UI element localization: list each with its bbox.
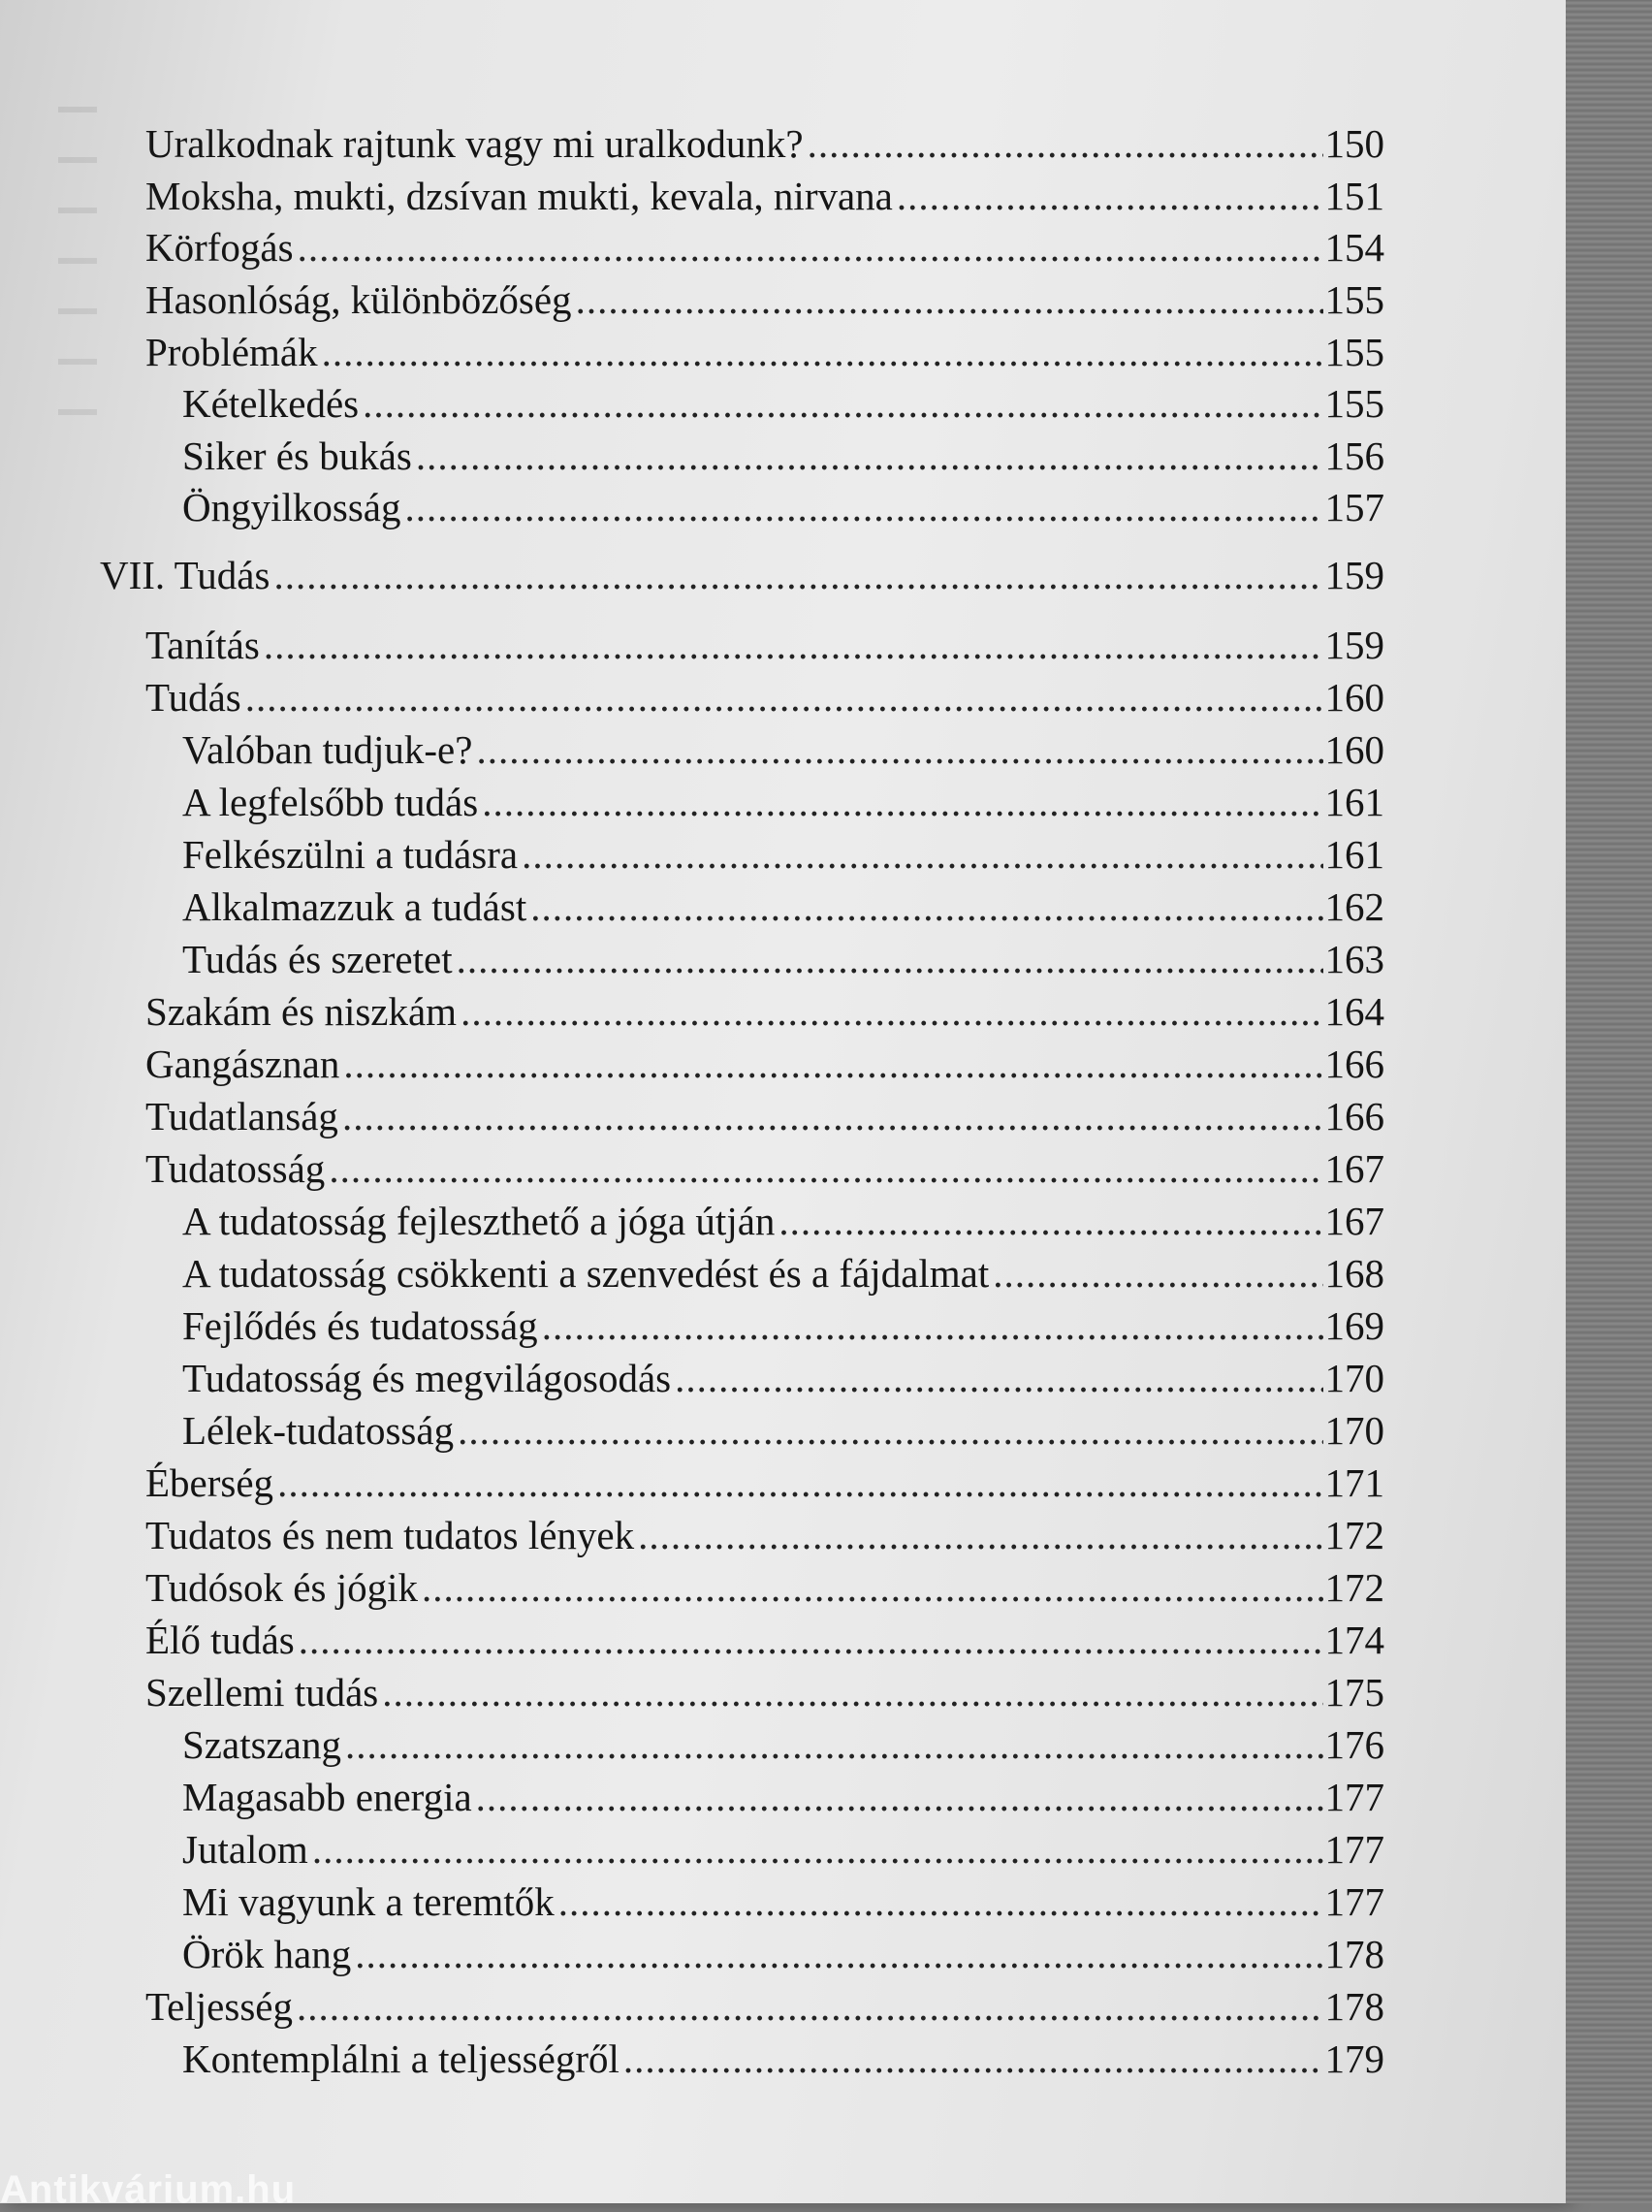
toc-page-number: 172	[1324, 1513, 1384, 1557]
toc-page-number: 177	[1324, 1827, 1384, 1872]
toc-page-number: 170	[1324, 1408, 1384, 1453]
toc-subsection	[182, 1199, 1384, 1243]
toc-entry-title: Problémák	[145, 330, 318, 374]
dot-leader	[245, 678, 1323, 718]
toc-subsection	[182, 1722, 1384, 1767]
toc-page-number: 170	[1324, 1356, 1384, 1400]
toc-subsection	[182, 381, 1384, 426]
toc-section	[145, 1984, 1384, 2029]
toc-subsection	[182, 2036, 1384, 2081]
toc-entry-title: Tudatosság	[145, 1146, 326, 1191]
toc-subsection	[182, 1932, 1384, 1976]
toc-page-number: 155	[1324, 330, 1384, 374]
toc-entry-title: Alkalmazzuk a tudást	[182, 884, 527, 929]
toc-entry-title: Tudatlanság	[145, 1094, 338, 1138]
toc-entry-title: Moksha, mukti, dzsívan mukti, kevala, nirvana	[145, 174, 893, 218]
toc-page-number: 178	[1324, 1932, 1384, 1976]
dot-leader	[476, 1778, 1323, 1817]
toc-section	[145, 121, 1384, 166]
toc-page-number: 169	[1324, 1303, 1384, 1348]
toc-entry-title: Szatszang	[182, 1722, 341, 1767]
dot-leader	[345, 1725, 1323, 1765]
dot-leader	[298, 228, 1323, 268]
toc-entry-title: Körfogás	[145, 225, 294, 270]
watermark: Antikvárium.hu	[0, 2168, 297, 2211]
toc-page-number: 175	[1324, 1670, 1384, 1715]
toc-entry-title: Örök hang	[182, 1932, 352, 1976]
toc-page-number: 164	[1324, 989, 1384, 1034]
toc-section	[145, 1094, 1384, 1138]
toc-page-number: 160	[1324, 675, 1384, 720]
toc-page-number: 151	[1324, 174, 1384, 218]
dot-leader	[382, 1673, 1322, 1713]
toc-entry-title: Mi vagyunk a teremtők	[182, 1879, 555, 1924]
toc-section	[145, 1670, 1384, 1715]
dot-leader	[542, 1306, 1323, 1346]
toc-section	[145, 1513, 1384, 1557]
dot-leader	[422, 1568, 1323, 1608]
dot-leader	[299, 1620, 1323, 1660]
dot-leader	[576, 280, 1323, 320]
toc-entry-title: Gangásznan	[145, 1042, 340, 1086]
toc-page-number: 159	[1324, 553, 1384, 597]
toc-section	[145, 1620, 1384, 1660]
toc-entry-title: Tanítás	[145, 623, 260, 667]
toc-entry-title: Valóban tudjuk-e?	[182, 727, 473, 772]
toc-entry-title: Öngyilkosság	[182, 485, 401, 529]
toc-entry-title: Teljesség	[145, 1984, 293, 2029]
dot-leader	[416, 436, 1323, 476]
toc-chapter	[100, 553, 1384, 597]
toc-entry-title: A tudatosság fejleszthető a jóga útján	[182, 1199, 776, 1243]
toc-section	[145, 1146, 1384, 1191]
toc-entry-title: Uralkodnak rajtunk vagy mi uralkodunk?	[145, 121, 804, 166]
toc-page-number: 162	[1324, 884, 1384, 929]
toc-entry-title: Éberség	[145, 1460, 274, 1505]
toc-section	[145, 989, 1384, 1034]
toc-section	[145, 330, 1384, 374]
toc-subsection	[182, 1251, 1384, 1296]
toc-entry-title: Tudósok és jógik	[145, 1565, 418, 1610]
toc-entry-title: Felkészülni a tudásra	[182, 832, 519, 877]
dot-leader	[312, 1830, 1323, 1870]
toc-page-number: 179	[1324, 2036, 1384, 2081]
toc-page-number: 178	[1324, 1984, 1384, 2029]
toc-subsection	[182, 884, 1384, 929]
dot-leader	[461, 992, 1322, 1032]
dot-leader	[342, 1097, 1323, 1137]
toc-page-number: 166	[1324, 1042, 1384, 1086]
toc-section	[145, 1565, 1384, 1610]
dot-leader	[355, 1935, 1322, 1974]
toc-section	[145, 1460, 1384, 1505]
toc-entry-title: Siker és bukás	[182, 433, 412, 478]
toc-entry-title: Jutalom	[182, 1827, 308, 1872]
toc-section	[145, 675, 1384, 720]
toc-section	[145, 1044, 1384, 1084]
toc-subsection	[182, 485, 1384, 529]
toc-subsection	[182, 1356, 1384, 1400]
toc-page-number: 172	[1324, 1565, 1384, 1610]
dot-leader	[457, 940, 1323, 979]
toc-page-number: 163	[1324, 937, 1384, 981]
toc-page-number: 167	[1324, 1146, 1384, 1191]
toc-page-number: 155	[1324, 277, 1384, 322]
toc-page-number: 161	[1324, 832, 1384, 877]
toc-page-number: 156	[1324, 433, 1384, 478]
toc-page-number: 166	[1324, 1094, 1384, 1138]
toc-section	[145, 277, 1384, 322]
dot-leader	[530, 887, 1322, 927]
toc-section	[145, 225, 1384, 270]
toc-entry-title: Szellemi tudás	[145, 1670, 379, 1715]
toc-subsection	[182, 1775, 1384, 1819]
toc-entry-title: Kontemplálni a teljességről	[182, 2036, 620, 2081]
dot-leader	[458, 1411, 1322, 1451]
toc-entry-title: Tudás	[145, 675, 241, 720]
toc-subsection	[182, 1879, 1384, 1924]
toc-section	[145, 176, 1384, 216]
dot-leader	[476, 730, 1322, 770]
toc-page-number: 155	[1324, 381, 1384, 426]
toc-page-number: 176	[1324, 1722, 1384, 1767]
toc-entry-title: Fejlődés és tudatosság	[182, 1303, 538, 1348]
toc-page-number: 150	[1324, 121, 1384, 166]
toc-entry-title: Tudatosság és megvilágosodás	[182, 1356, 672, 1400]
toc-page-number: 168	[1324, 1251, 1384, 1296]
dot-leader	[623, 2039, 1323, 2079]
toc-page-number: 177	[1324, 1879, 1384, 1924]
toc-subsection	[182, 433, 1384, 478]
dot-leader	[808, 124, 1323, 164]
toc-entry-title: Szakám és niszkám	[145, 989, 458, 1034]
dot-leader	[522, 835, 1322, 875]
dot-leader	[993, 1254, 1322, 1294]
toc-entry-title: Hasonlóság, különbözőség	[145, 277, 572, 322]
toc-section	[145, 625, 1384, 665]
dot-leader	[638, 1516, 1322, 1555]
toc-entry-title: Tudás és szeretet	[182, 937, 453, 981]
dot-leader	[897, 176, 1323, 216]
toc-page-number: 161	[1324, 780, 1384, 824]
toc-entry-title: A tudatosság csökkenti a szenvedést és a fájdalmat	[182, 1251, 990, 1296]
dot-leader	[558, 1882, 1323, 1922]
toc-page-number: 177	[1324, 1775, 1384, 1819]
toc-subsection	[182, 727, 1384, 772]
toc-subsection	[182, 1303, 1384, 1348]
toc-subsection	[182, 1408, 1384, 1453]
toc-page-number: 154	[1324, 225, 1384, 270]
dot-leader	[322, 333, 1323, 372]
dot-leader	[264, 625, 1323, 665]
toc-entry-title: Tudatos és nem tudatos lények	[145, 1513, 635, 1557]
dot-leader	[778, 1202, 1322, 1241]
toc-entry-title: Magasabb energia	[182, 1775, 472, 1819]
toc-entry-title: Kételkedés	[182, 381, 360, 426]
toc-subsection	[182, 780, 1384, 824]
dot-leader	[277, 1463, 1322, 1503]
dot-leader	[482, 783, 1322, 822]
toc-entry-title: A legfelsőbb tudás	[182, 780, 479, 824]
dot-leader	[273, 556, 1322, 595]
dot-leader	[343, 1044, 1322, 1084]
toc-subsection	[182, 937, 1384, 981]
toc-page-number: 160	[1324, 727, 1384, 772]
toc-page-number: 157	[1324, 485, 1384, 529]
toc-page-number: 167	[1324, 1199, 1384, 1243]
dot-leader	[363, 384, 1322, 424]
dot-leader	[405, 488, 1323, 528]
toc-entry-title: Élő tudás	[145, 1618, 295, 1662]
toc-page-number: 159	[1324, 623, 1384, 667]
toc-page-number: 171	[1324, 1460, 1384, 1505]
toc-subsection	[182, 832, 1384, 877]
toc-subsection	[182, 1827, 1384, 1872]
dot-leader	[329, 1149, 1322, 1189]
dot-leader	[297, 1987, 1323, 2027]
toc-entry-title: VII. Tudás	[100, 553, 270, 597]
dot-leader	[675, 1359, 1322, 1398]
book-edge	[1566, 0, 1652, 2203]
toc-entry-title: Lélek-tudatosság	[182, 1408, 455, 1453]
toc-page-number: 174	[1324, 1618, 1384, 1662]
